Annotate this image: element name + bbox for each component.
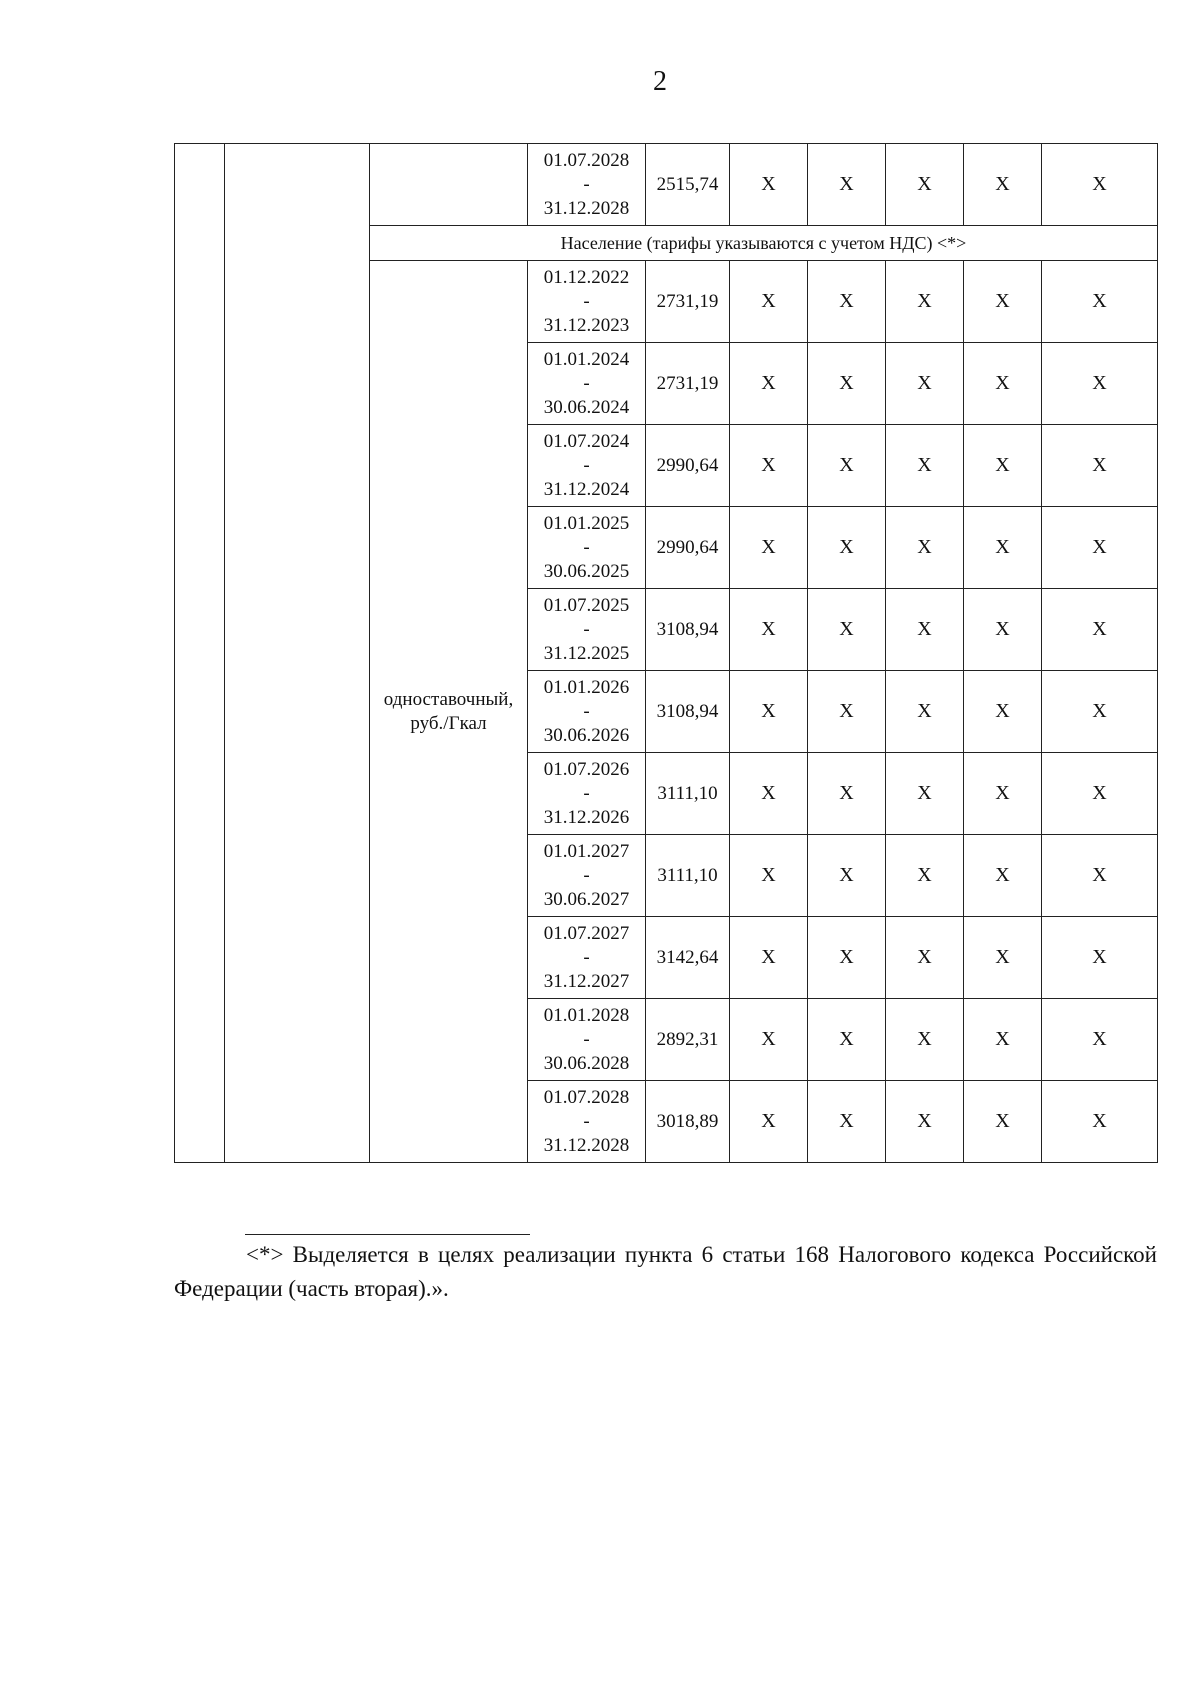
number-column-cell <box>175 144 225 1163</box>
period-dash: - <box>583 1028 590 1050</box>
period-end: 31.12.2028 <box>543 197 630 219</box>
tariff-value: 3111,10 <box>646 753 730 835</box>
not-applicable-mark: X <box>730 835 808 917</box>
not-applicable-mark: X <box>886 343 964 425</box>
not-applicable-mark: X <box>808 425 886 507</box>
period-start: 01.07.2025 <box>543 594 630 616</box>
period-start: 01.01.2027 <box>543 840 630 862</box>
not-applicable-mark: X <box>1042 671 1158 753</box>
period-cell <box>528 671 646 753</box>
not-applicable-mark: X <box>808 144 886 226</box>
not-applicable-mark: X <box>886 425 964 507</box>
period-dash: - <box>583 454 590 476</box>
period-start: 01.12.2022 <box>543 266 630 288</box>
tariff-value: 2990,64 <box>646 425 730 507</box>
not-applicable-mark: X <box>808 999 886 1081</box>
not-applicable-mark: X <box>808 917 886 999</box>
not-applicable-mark: X <box>886 835 964 917</box>
period-dash: - <box>583 782 590 804</box>
period-cell <box>528 425 646 507</box>
tariff-value: 2990,64 <box>646 507 730 589</box>
not-applicable-mark: X <box>964 835 1042 917</box>
period-end: 31.12.2026 <box>543 806 630 828</box>
period-end: 31.12.2023 <box>543 314 630 336</box>
not-applicable-mark: X <box>730 425 808 507</box>
period-end: 31.12.2024 <box>543 478 630 500</box>
period-end: 31.12.2027 <box>543 970 630 992</box>
not-applicable-mark: X <box>1042 753 1158 835</box>
not-applicable-mark: X <box>964 917 1042 999</box>
not-applicable-mark: X <box>730 261 808 343</box>
not-applicable-mark: X <box>808 507 886 589</box>
not-applicable-mark: X <box>886 589 964 671</box>
period-cell <box>528 835 646 917</box>
not-applicable-mark: X <box>808 1081 886 1163</box>
period-end: 31.12.2025 <box>543 642 630 664</box>
not-applicable-mark: X <box>886 261 964 343</box>
organization-column-cell <box>225 144 370 1163</box>
not-applicable-mark: X <box>808 261 886 343</box>
not-applicable-mark: X <box>964 144 1042 226</box>
not-applicable-mark: X <box>1042 507 1158 589</box>
not-applicable-mark: X <box>808 589 886 671</box>
period-cell <box>528 917 646 999</box>
period-cell <box>528 343 646 425</box>
not-applicable-mark: X <box>964 343 1042 425</box>
not-applicable-mark: X <box>964 589 1042 671</box>
not-applicable-mark: X <box>964 753 1042 835</box>
not-applicable-mark: X <box>730 343 808 425</box>
page-number: 2 <box>653 66 667 97</box>
not-applicable-mark: X <box>730 999 808 1081</box>
period-start: 01.01.2026 <box>543 676 630 698</box>
not-applicable-mark: X <box>886 671 964 753</box>
not-applicable-mark: X <box>886 917 964 999</box>
period-start: 01.01.2028 <box>543 1004 630 1026</box>
not-applicable-mark: X <box>886 753 964 835</box>
period-dash: - <box>583 946 590 968</box>
period-end: 31.12.2028 <box>543 1134 630 1156</box>
not-applicable-mark: X <box>730 753 808 835</box>
not-applicable-mark: X <box>964 261 1042 343</box>
not-applicable-mark: X <box>964 671 1042 753</box>
period-end: 30.06.2025 <box>543 560 630 582</box>
period-end: 30.06.2027 <box>543 888 630 910</box>
tariff-value: 2731,19 <box>646 343 730 425</box>
not-applicable-mark: X <box>730 507 808 589</box>
tariff-value: 3108,94 <box>646 589 730 671</box>
not-applicable-mark: X <box>808 835 886 917</box>
group-title: Население (тарифы указываются с учетом НДС) <*> <box>370 226 1158 261</box>
not-applicable-mark: X <box>1042 425 1158 507</box>
period-start: 01.07.2026 <box>543 758 630 780</box>
period-dash: - <box>583 700 590 722</box>
tariff-value: 3108,94 <box>646 671 730 753</box>
period-dash: - <box>583 173 590 195</box>
not-applicable-mark: X <box>730 1081 808 1163</box>
period-start: 01.07.2027 <box>543 922 630 944</box>
not-applicable-mark: X <box>730 589 808 671</box>
period-start: 01.07.2024 <box>543 430 630 452</box>
period-end: 30.06.2026 <box>543 724 630 746</box>
not-applicable-mark: X <box>808 753 886 835</box>
tariff-value: 2731,19 <box>646 261 730 343</box>
period-cell <box>528 507 646 589</box>
not-applicable-mark: X <box>964 425 1042 507</box>
tariff-value: 2892,31 <box>646 999 730 1081</box>
table-row <box>175 144 1158 226</box>
period-start: 01.01.2024 <box>543 348 630 370</box>
not-applicable-mark: X <box>730 144 808 226</box>
not-applicable-mark: X <box>808 671 886 753</box>
period-dash: - <box>583 1110 590 1132</box>
tariff-table <box>174 143 1158 1163</box>
period-dash: - <box>583 864 590 886</box>
period-cell <box>528 589 646 671</box>
period-cell <box>528 999 646 1081</box>
not-applicable-mark: X <box>886 144 964 226</box>
tariff-value: 3142,64 <box>646 917 730 999</box>
rate-type-label: одноставочный, руб./Гкал <box>370 261 528 1163</box>
period-cell <box>528 753 646 835</box>
period-dash: - <box>583 536 590 558</box>
period-start: 01.07.2028 <box>543 149 630 171</box>
not-applicable-mark: X <box>964 507 1042 589</box>
footnote: <*> Выделяется в целях реализации пункта 6 статьи 168 Налогового кодекса Российской Федерации (часть вторая).». <box>174 1242 1157 1301</box>
not-applicable-mark: X <box>1042 343 1158 425</box>
not-applicable-mark: X <box>730 671 808 753</box>
footnote-rule <box>245 1234 530 1235</box>
not-applicable-mark: X <box>886 999 964 1081</box>
not-applicable-mark: X <box>1042 144 1158 226</box>
period-end: 30.06.2024 <box>543 396 630 418</box>
not-applicable-mark: X <box>1042 835 1158 917</box>
not-applicable-mark: X <box>1042 1081 1158 1163</box>
not-applicable-mark: X <box>886 507 964 589</box>
tariff-value: 2515,74 <box>646 144 730 226</box>
not-applicable-mark: X <box>730 917 808 999</box>
tariff-value: 3111,10 <box>646 835 730 917</box>
not-applicable-mark: X <box>964 999 1042 1081</box>
not-applicable-mark: X <box>886 1081 964 1163</box>
not-applicable-mark: X <box>1042 589 1158 671</box>
period-cell <box>528 1081 646 1163</box>
not-applicable-mark: X <box>964 1081 1042 1163</box>
not-applicable-mark: X <box>1042 917 1158 999</box>
not-applicable-mark: X <box>1042 999 1158 1081</box>
not-applicable-mark: X <box>808 343 886 425</box>
period-cell <box>528 144 646 226</box>
period-dash: - <box>583 290 590 312</box>
period-dash: - <box>583 372 590 394</box>
period-end: 30.06.2028 <box>543 1052 630 1074</box>
rate-type-cell <box>370 144 528 226</box>
tariff-value: 3018,89 <box>646 1081 730 1163</box>
period-cell <box>528 261 646 343</box>
period-dash: - <box>583 618 590 640</box>
not-applicable-mark: X <box>1042 261 1158 343</box>
period-start: 01.07.2028 <box>543 1086 630 1108</box>
period-start: 01.01.2025 <box>543 512 630 534</box>
